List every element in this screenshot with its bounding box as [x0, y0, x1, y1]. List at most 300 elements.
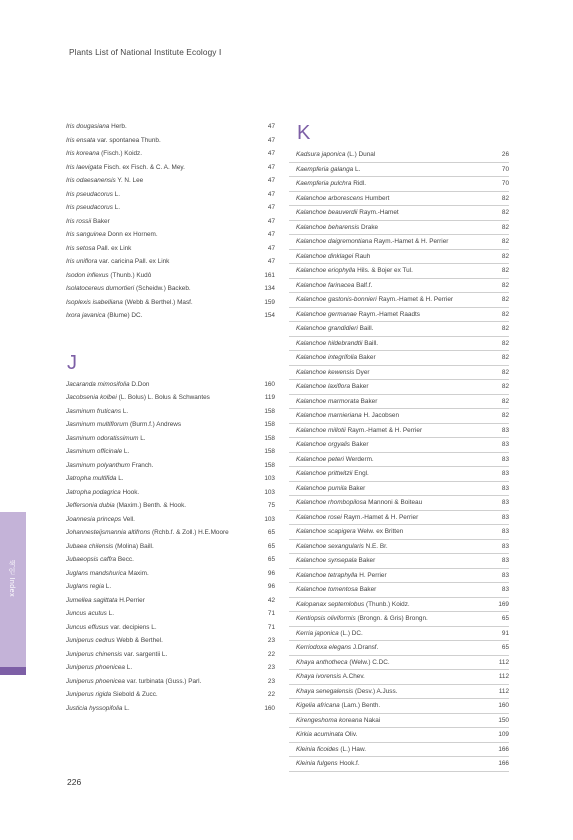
scientific-name: Kerriodoxa elegans	[296, 644, 352, 651]
scientific-name: Iris ensata	[66, 136, 96, 144]
index-entry	[66, 580, 275, 594]
index-entry	[289, 250, 509, 265]
index-entry	[289, 728, 509, 743]
index-entry	[289, 612, 509, 627]
scientific-name: Kalanchoe germanae	[296, 310, 357, 318]
page-reference: 83	[501, 426, 509, 434]
scientific-name: Isolatocereus dumortieri	[66, 285, 135, 292]
page-reference: 134	[264, 285, 275, 292]
scientific-name: Kalopanax septemlobus	[296, 600, 365, 608]
index-entry	[66, 634, 275, 648]
index-entry	[289, 163, 509, 178]
scientific-name: Iris koreana	[66, 150, 100, 157]
page-reference: 22	[267, 650, 275, 658]
scientific-name: Kalanchoe kewensis	[296, 368, 355, 376]
species-name	[296, 670, 365, 684]
species-name	[66, 147, 142, 161]
author-citation: (Welw.) C.DC.	[349, 658, 390, 666]
scientific-name: Kalanchoe arborescens	[296, 194, 364, 202]
index-entry	[289, 206, 509, 221]
index-entry	[289, 641, 509, 656]
scientific-name: Jasminum odoratissimum	[66, 434, 139, 442]
species-name	[66, 391, 210, 405]
page-reference: 109	[498, 731, 509, 738]
author-citation: Webb & Berthel.	[116, 637, 163, 644]
species-name	[296, 685, 397, 699]
index-entry	[66, 174, 275, 188]
author-citation: Werderm.	[345, 455, 374, 463]
species-name	[296, 540, 388, 554]
page-reference: 82	[501, 354, 509, 361]
species-name	[296, 366, 370, 380]
index-entry	[289, 525, 509, 540]
scientific-name: Iris odaesanensis	[66, 177, 116, 184]
author-citation: var. sargentii L.	[123, 650, 168, 658]
index-entry	[289, 438, 509, 453]
index-entry	[66, 459, 275, 473]
species-name	[296, 641, 378, 655]
scientific-name: Kalanchoe tetraphylla	[296, 571, 358, 579]
author-citation: var. spontanea Thunb.	[97, 136, 161, 144]
species-name	[296, 598, 410, 612]
author-citation: L.	[114, 204, 121, 211]
scientific-name: Kalanchoe peteri	[296, 455, 344, 463]
scientific-name: Kaempferia galanga	[296, 165, 354, 173]
species-name	[296, 221, 378, 235]
author-citation: L.	[126, 664, 133, 671]
scientific-name: Kalanchoe orgyalis	[296, 441, 350, 448]
species-name	[296, 264, 413, 278]
scientific-name: Jatropha podagrica	[66, 488, 121, 496]
scientific-name: Kalanchoe daigremontiana	[296, 238, 373, 245]
species-name	[296, 583, 376, 597]
scientific-name: Kalanchoe synsepala	[296, 557, 357, 564]
index-entry	[66, 201, 275, 215]
scientific-name: Ixora javanica	[66, 312, 106, 319]
index-entry	[66, 648, 275, 662]
page-reference: 47	[267, 231, 275, 238]
scientific-name: Khaya ivorensis	[296, 673, 342, 680]
index-entry	[289, 192, 509, 207]
scientific-name: Kaempferia pulchra	[296, 180, 352, 187]
scientific-name: Iris dougasiana	[66, 123, 110, 130]
page-reference: 112	[498, 673, 509, 680]
page-reference: 65	[267, 529, 275, 536]
species-name	[66, 432, 146, 446]
author-citation: L.	[124, 704, 130, 712]
scientific-name: Jumellea sagittata	[66, 596, 118, 604]
index-entry	[66, 134, 275, 148]
page-reference: 71	[267, 623, 275, 631]
index-entry	[289, 685, 509, 700]
author-citation: (Burm.f.) Andrews	[129, 421, 182, 428]
author-citation: Baker	[351, 383, 369, 390]
scientific-name: Jasminum multiflorum	[66, 421, 129, 428]
scientific-name: Isoplexis isabelliana	[66, 298, 123, 306]
scientific-name: Kalanchoe prittwitzii	[296, 470, 353, 477]
page-reference: 160	[264, 380, 275, 388]
index-entry	[289, 453, 509, 468]
page-reference: 83	[501, 571, 509, 579]
species-name	[66, 567, 149, 581]
species-name	[66, 282, 191, 296]
index-entry	[66, 432, 275, 446]
page-reference: 82	[501, 194, 509, 202]
page-reference: 103	[264, 515, 275, 523]
author-citation: Pall. ex Link	[96, 244, 132, 252]
species-name	[296, 453, 374, 467]
scientific-name: Jasminum officinale	[66, 448, 123, 455]
author-citation: (L.) Dunal	[347, 151, 376, 158]
author-citation: Dyer	[356, 368, 370, 376]
scientific-name: Kalanchoe hildebrandtii	[296, 339, 363, 347]
page-reference: 158	[264, 434, 275, 442]
scientific-name: Kleinia ficoides	[296, 745, 339, 753]
species-name	[66, 255, 169, 269]
author-citation: var. caricina Pall. ex Link	[99, 258, 170, 265]
page-reference: 82	[501, 238, 509, 245]
species-name	[66, 513, 135, 527]
species-name	[296, 235, 448, 249]
author-citation: Baker	[358, 354, 376, 361]
species-name	[66, 418, 181, 432]
page-reference: 23	[267, 677, 275, 685]
right-column	[296, 121, 509, 772]
page-reference: 166	[498, 760, 509, 767]
species-name	[296, 496, 422, 510]
index-entry	[66, 391, 275, 405]
scientific-name: Kalanchoe eriophylla	[296, 267, 356, 274]
page-reference: 82	[501, 281, 509, 289]
scientific-name: Kigelia africana	[296, 702, 340, 709]
scientific-name: Isodon inflexus	[66, 271, 109, 279]
author-citation: L.	[123, 448, 130, 455]
scientific-name: Juncus acutus	[66, 610, 107, 617]
index-entry	[289, 235, 509, 250]
scientific-name: Juncus effusus	[66, 623, 109, 631]
scientific-name: Kerria japonica	[296, 629, 339, 637]
species-name	[66, 702, 130, 716]
page-reference: 47	[267, 244, 275, 252]
species-name	[66, 445, 129, 459]
index-entry	[289, 395, 509, 410]
scientific-name: Kalanchoe tomentosa	[296, 586, 358, 593]
index-entry	[66, 120, 275, 134]
page-number: 226	[67, 777, 82, 787]
species-name	[66, 675, 201, 689]
species-name	[296, 699, 380, 713]
species-name	[296, 511, 418, 525]
index-entry	[66, 486, 275, 500]
page-reference: 47	[267, 163, 275, 171]
author-citation: L.	[122, 407, 129, 415]
author-citation: Baker	[360, 397, 378, 405]
author-citation: (Blume) DC.	[107, 312, 143, 319]
page-reference: 158	[264, 448, 275, 455]
page-reference: 82	[501, 310, 509, 318]
species-name	[66, 215, 110, 229]
scientific-name: Juniperus phoenicea	[66, 677, 125, 685]
page-reference: 65	[501, 615, 509, 622]
author-citation: Engl.	[354, 470, 369, 477]
species-name	[66, 228, 158, 242]
species-name	[66, 459, 153, 473]
index-entry	[289, 264, 509, 279]
author-citation: var. turbinata (Guss.) Parl.	[126, 677, 202, 685]
index-entry	[66, 215, 275, 229]
scientific-name: Kalanchoe millotii	[296, 426, 346, 434]
author-citation: (L.) Haw.	[340, 745, 366, 753]
index-entry	[66, 228, 275, 242]
index-entry	[66, 309, 275, 323]
page-header: Plants List of National Institute Ecology Ⅰ	[69, 47, 222, 57]
author-citation: Raym.-Hamet & H. Perrier	[347, 426, 423, 434]
page-reference: 150	[498, 716, 509, 724]
author-citation: Nakai	[363, 716, 381, 724]
index-entry	[66, 188, 275, 202]
left-column	[66, 120, 275, 715]
scientific-name: Juniperus cedrus	[66, 637, 115, 644]
scientific-name: Kalanchoe integrifolia	[296, 354, 358, 361]
page-reference: 82	[501, 223, 509, 231]
author-citation: Baker	[93, 217, 110, 225]
author-citation: L.	[105, 583, 112, 590]
species-name	[296, 467, 369, 481]
page-reference: 82	[501, 397, 509, 405]
author-citation: Raym.-Hamet	[359, 209, 399, 216]
species-name	[66, 296, 193, 310]
index-entry	[289, 714, 509, 729]
species-name	[296, 743, 366, 757]
species-name	[296, 569, 387, 583]
species-name	[66, 661, 132, 675]
page-reference: 47	[267, 190, 275, 198]
scientific-name: Jasminum polyanthum	[66, 461, 130, 469]
page-reference: 159	[264, 298, 275, 306]
index-entry	[289, 496, 509, 511]
page-reference: 82	[501, 339, 509, 347]
index-entry	[66, 161, 275, 175]
scientific-name: Kalanchoe laxiflora	[296, 383, 350, 390]
species-name	[296, 177, 366, 191]
scientific-name: Iris pseudacorus	[66, 204, 113, 211]
page-reference: 70	[501, 180, 509, 187]
page-reference: 65	[267, 542, 275, 550]
scientific-name: Kalanchoe beharensis	[296, 223, 360, 231]
species-name	[66, 405, 128, 419]
scientific-name: Kalanchoe sexangularis	[296, 542, 364, 550]
author-citation: Ridl.	[353, 180, 366, 187]
page-reference: 83	[501, 455, 509, 463]
page-reference: 71	[267, 610, 275, 617]
species-name	[296, 409, 399, 423]
author-citation: Becc.	[117, 556, 134, 563]
author-citation: H. Jacobsen	[363, 412, 400, 419]
author-citation: H. Perrier	[359, 571, 387, 579]
species-name	[296, 714, 380, 728]
page-reference: 83	[501, 542, 509, 550]
species-name	[296, 337, 378, 351]
species-name	[296, 322, 373, 336]
index-entry	[289, 221, 509, 236]
species-name	[66, 242, 131, 256]
index-entry	[289, 540, 509, 555]
section-j-entry-list	[66, 378, 275, 716]
species-name	[66, 120, 127, 134]
species-name	[296, 612, 428, 626]
index-entry	[289, 583, 509, 598]
index-entry	[66, 607, 275, 621]
index-entry	[289, 511, 509, 526]
author-citation: Siebold & Zucc.	[112, 691, 158, 698]
page-reference: 75	[267, 502, 275, 509]
author-citation: L.	[140, 434, 146, 442]
page-reference: 47	[267, 204, 275, 211]
scientific-name: Iris uniflora	[66, 258, 98, 265]
author-citation: (Brongn. & Gris) Brongn.	[357, 615, 428, 622]
index-entry	[66, 661, 275, 675]
index-entry	[66, 255, 275, 269]
page-reference: 154	[264, 312, 275, 319]
scientific-name: Iris setosa	[66, 244, 96, 252]
author-citation: (Scheidw.) Backeb.	[135, 285, 191, 292]
species-name	[296, 728, 357, 742]
scientific-name: Jubaea chilensis	[66, 542, 114, 550]
author-citation: (Thunb.) Kudô	[110, 271, 152, 279]
scientific-name: Kalanchoe rhombopilosa	[296, 499, 367, 506]
scientific-name: Juniperus phoenicea	[66, 664, 125, 671]
species-name	[66, 472, 124, 486]
author-citation: Mannoni & Boiteau	[368, 499, 423, 506]
index-entry	[289, 380, 509, 395]
species-name	[66, 188, 120, 202]
page-reference: 82	[501, 325, 509, 332]
author-citation: N.E. Br.	[365, 542, 388, 550]
page-reference: 47	[267, 177, 275, 184]
index-entry	[66, 513, 275, 527]
index-entry	[66, 242, 275, 256]
scientific-name: Johannesteijsmannia altifrons	[66, 529, 151, 536]
page-reference: 83	[501, 484, 509, 492]
page-reference: 65	[267, 556, 275, 563]
species-name	[296, 627, 363, 641]
page-reference: 83	[501, 557, 509, 564]
page-reference: 161	[264, 271, 275, 279]
page-reference: 47	[267, 123, 275, 130]
index-entry	[289, 598, 509, 613]
species-name	[296, 525, 403, 539]
page-reference: 47	[267, 150, 275, 157]
author-citation: (Rchb.f. & Zoll.) H.E.Moore	[151, 529, 229, 536]
index-entry	[289, 627, 509, 642]
author-citation: Baker	[351, 441, 369, 448]
page-reference: 82	[501, 209, 509, 216]
species-name	[296, 148, 375, 162]
scientific-name: Juglans regia	[66, 583, 105, 590]
species-name	[296, 656, 390, 670]
page-reference: 96	[267, 583, 275, 590]
index-entry	[66, 472, 275, 486]
index-entry	[289, 569, 509, 584]
author-citation: (Thunb.) Koidz.	[366, 600, 410, 608]
page-reference: 47	[267, 136, 275, 144]
species-name	[66, 553, 134, 567]
index-entry	[66, 594, 275, 608]
page-reference: 112	[498, 658, 509, 666]
author-citation: Herb.	[111, 123, 127, 130]
scientific-name: Kadsura japonica	[296, 151, 346, 158]
index-entry	[66, 526, 275, 540]
scientific-name: Jubaeopsis caffra	[66, 556, 117, 563]
index-entry	[66, 418, 275, 432]
intro-entry-list	[66, 120, 275, 323]
scientific-name: Khaya senegalensis	[296, 687, 354, 695]
species-name	[66, 201, 120, 215]
author-citation: Raym.-Hamet Raadts	[358, 310, 420, 318]
index-entry	[289, 148, 509, 163]
page-reference: 23	[267, 664, 275, 671]
page-reference: 103	[264, 475, 275, 482]
index-entry	[289, 293, 509, 308]
author-citation: Vell.	[122, 515, 135, 523]
author-citation: Humbert	[364, 194, 390, 202]
index-entry	[289, 554, 509, 569]
scientific-name: Kalanchoe pumila	[296, 484, 347, 492]
species-name	[66, 540, 154, 554]
species-name	[66, 269, 151, 283]
scientific-name: Justicia hyssopifolia	[66, 704, 123, 712]
index-entry	[66, 405, 275, 419]
author-citation: L.	[108, 610, 114, 617]
index-entry	[66, 567, 275, 581]
scientific-name: Kirkia acuminata	[296, 731, 344, 738]
author-citation: L.	[114, 190, 121, 198]
page-reference: 83	[501, 513, 509, 521]
species-name	[66, 309, 142, 323]
page-reference: 160	[264, 704, 275, 712]
page-reference: 23	[267, 637, 275, 644]
species-name	[296, 482, 365, 496]
page-reference: 65	[501, 644, 509, 651]
index-entry	[289, 366, 509, 381]
section-letter-j: J	[67, 351, 77, 374]
page-reference: 166	[498, 745, 509, 753]
page-reference: 83	[501, 586, 509, 593]
author-citation: (Webb & Berthel.) Masf.	[124, 298, 193, 306]
index-entry	[66, 553, 275, 567]
author-citation: D.Don	[131, 380, 150, 388]
scientific-name: Kleinia fulgens	[296, 760, 338, 767]
index-entry	[289, 337, 509, 352]
index-entry	[66, 269, 275, 283]
page-reference: 158	[264, 421, 275, 428]
author-citation: var. decipiens L.	[110, 623, 157, 631]
index-entry	[289, 409, 509, 424]
index-side-tab-label: 색인 Index	[8, 560, 15, 598]
species-name	[296, 380, 368, 394]
author-citation: Raym.-Hamet & H. Perrier	[373, 238, 449, 245]
author-citation: Oliv.	[345, 731, 358, 738]
scientific-name: Kalanchoe rosei	[296, 513, 342, 521]
index-entry	[289, 757, 509, 772]
page-reference: 82	[501, 252, 509, 260]
author-citation: Baker	[358, 557, 376, 564]
index-entry	[66, 675, 275, 689]
page-reference: 158	[264, 407, 275, 415]
scientific-name: Kentiopsis oliviformis	[296, 615, 356, 622]
author-citation: (Fisch.) Koidz.	[101, 150, 143, 157]
scientific-name: Iris laevigata	[66, 163, 102, 171]
